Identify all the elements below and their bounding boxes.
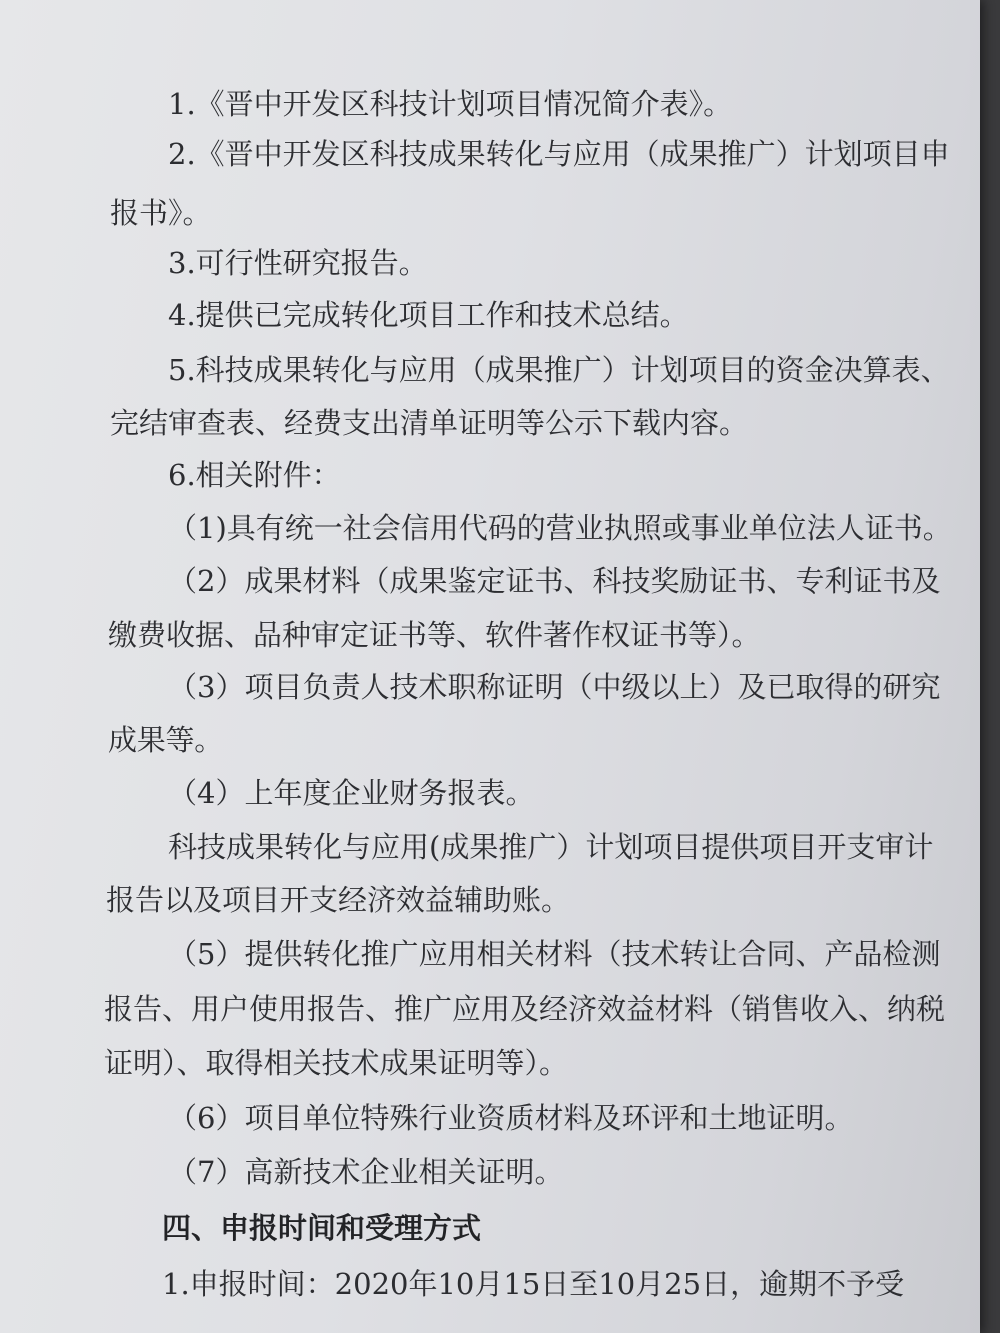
list-item: 6.相关附件： [168, 458, 341, 492]
list-item: 证明）、取得相关技术成果证明等）。 [104, 1046, 569, 1080]
list-item: 1.《晋中开发区科技计划项目情况简介表》。 [168, 87, 733, 121]
list-item: 科技成果转化与应用(成果推广）计划项目提供项目开支审计 [168, 830, 934, 864]
list-item: 5.科技成果转化与应用（成果推广）计划项目的资金决算表、 [168, 353, 950, 387]
list-item: （2）成果材料（成果鉴定证书、科技奖励证书、专利证书及 [168, 564, 941, 598]
list-item: 报告、用户使用报告、推广应用及经济效益材料（销售收入、纳税 [104, 992, 946, 1026]
list-item: 1.申报时间：2020年10月15日至10月25日，逾期不予受 [162, 1267, 905, 1301]
list-item: （6）项目单位特殊行业资质材料及环评和土地证明。 [168, 1101, 854, 1135]
list-item: （5）提供转化推广应用相关材料（技术转让合同、产品检测 [168, 937, 941, 971]
list-item: （7）高新技术企业相关证明。 [168, 1155, 564, 1189]
list-item: 报书》。 [110, 196, 212, 230]
list-item: 成果等。 [108, 723, 224, 757]
list-item: 3.可行性研究报告。 [168, 246, 428, 280]
list-item: 2.《晋中开发区科技成果转化与应用（成果推广）计划项目申 [168, 137, 950, 171]
list-item: 报告以及项目开支经济效益辅助账。 [106, 883, 571, 917]
list-item: 4.提供已完成转化项目工作和技术总结。 [168, 298, 689, 332]
list-item: （3）项目负责人技术职称证明（中级以上）及已取得的研究 [168, 670, 941, 704]
list-item: （4）上年度企业财务报表。 [168, 776, 535, 810]
section-heading: 四、申报时间和受理方式 [162, 1211, 482, 1245]
list-item: （1)具有统一社会信用代码的营业执照或事业单位法人证书。 [168, 511, 952, 545]
list-item: 完结审查表、经费支出清单证明等公示下载内容。 [110, 406, 749, 440]
list-item: 缴费收据、品种审定证书等、软件著作权证书等）。 [108, 618, 761, 652]
